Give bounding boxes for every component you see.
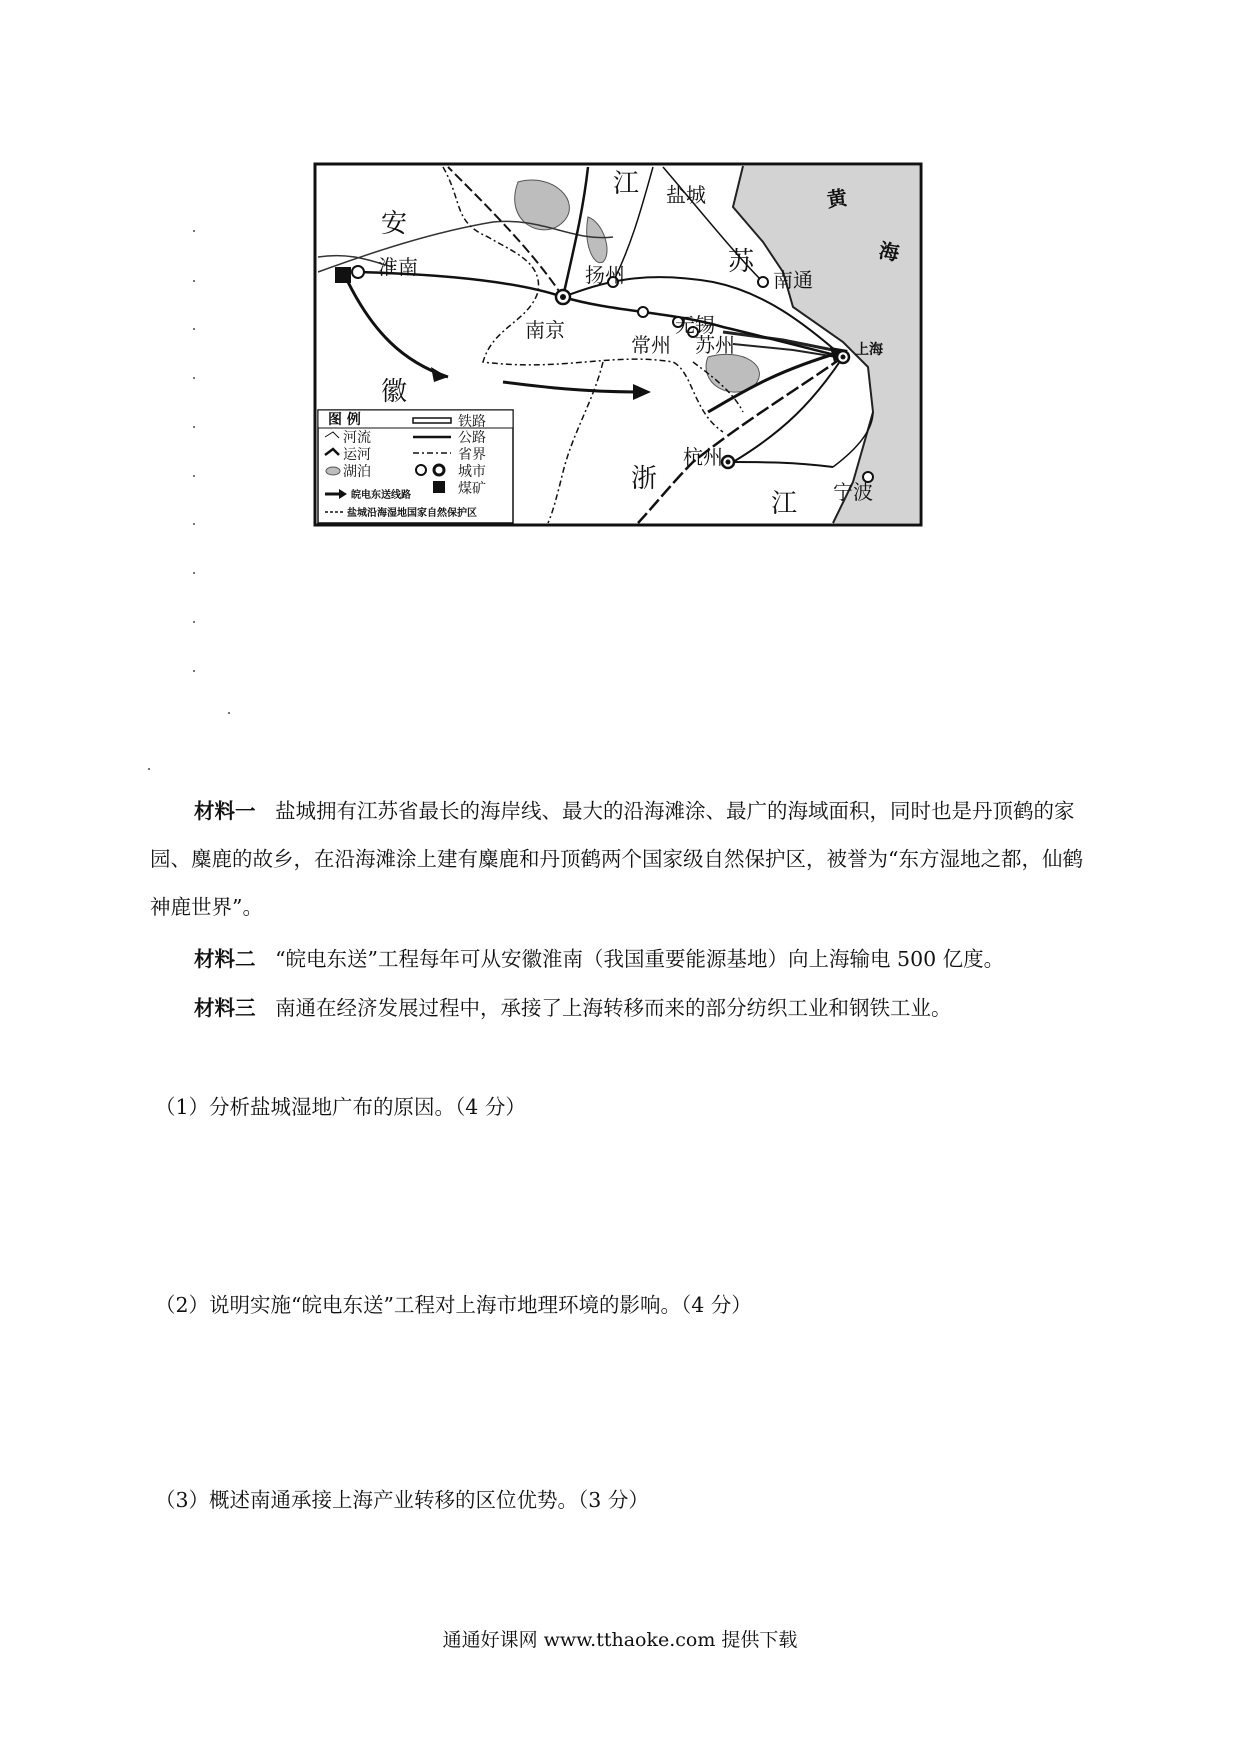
material-3: [150, 984, 1100, 1032]
page-footer: 通通好课网 www.tthaoke.com 提供下载: [442, 1629, 798, 1651]
legend-canal: 运河: [343, 447, 371, 463]
margin-dot: [228, 712, 230, 714]
material-1-label: 材料一: [194, 799, 256, 823]
province-label-an: 安: [381, 209, 408, 239]
margin-dot: [193, 572, 195, 574]
city-label-changzhou: 常州: [631, 333, 671, 357]
material-3-text: 南通在经济发展过程中，承接了上海转移而来的部分纺织工业和钢铁工业。: [275, 996, 952, 1020]
material-2-label: 材料二: [194, 947, 256, 971]
question-3: （3）概述南通承接上海产业转移的区位优势。（3 分）: [155, 1488, 649, 1512]
sea-label-hai: 海: [877, 238, 901, 266]
province-label-zhe: 浙: [631, 464, 658, 494]
margin-dot: [193, 328, 195, 330]
city-label-nantong: 南通: [773, 268, 813, 292]
legend-reserve: 盐城沿海湿地国家自然保护区: [347, 508, 477, 519]
legend-title: 图 例: [328, 412, 361, 428]
margin-dot: [193, 230, 195, 232]
city-label-nanjing: 南京: [525, 318, 565, 342]
province-label-jiang: 江: [613, 169, 640, 199]
map-legend: [318, 410, 513, 523]
city-label-hangzhou: 杭州: [683, 445, 723, 469]
question-2: （2）说明实施“皖电东送”工程对上海市地理环境的影响。（4 分）: [155, 1293, 752, 1317]
province-label-jiang-2: 江: [771, 489, 798, 519]
city-label-yancheng: 盐城: [666, 183, 706, 207]
province-label-hui: 徽: [381, 377, 408, 407]
margin-dot: [193, 621, 195, 623]
material-1: [150, 787, 1100, 931]
legend-coal: 煤矿: [458, 481, 486, 497]
city-label-huainan: 淮南: [378, 255, 418, 279]
margin-dot: [193, 426, 195, 428]
legend-lake: 湖泊: [343, 464, 371, 480]
province-label-su: 苏: [728, 247, 755, 277]
legend-city: 城市: [458, 464, 486, 480]
margin-dot: [193, 475, 195, 477]
margin-dot: [193, 523, 195, 525]
legend-power-line: 皖电东送线路: [351, 490, 411, 501]
city-label-wuxi: 无锡: [675, 313, 715, 337]
legend-railway: 铁路: [458, 414, 486, 430]
sea-label-huang: 黄: [825, 185, 849, 212]
margin-dot: [193, 377, 195, 379]
question-1: （1）分析盐城湿地广布的原因。（4 分）: [155, 1095, 526, 1119]
legend-highway: 公路: [458, 430, 486, 446]
city-label-yangzhou: 扬州: [585, 263, 625, 287]
material-2: [150, 935, 1100, 983]
legend-river: 河流: [343, 430, 371, 446]
city-label-ningbo: 宁波: [833, 480, 873, 504]
city-label-suzhou: 苏州: [695, 333, 735, 357]
margin-dot: [193, 670, 195, 672]
map-figure: [313, 162, 923, 527]
material-1-text: 盐城拥有江苏省最长的海岸线、最大的沿海滩涂、最广的海域面积，同时也是丹顶鹤的家园、麋鹿的故乡，在沿海滩涂上建有麋鹿和丹顶鹤两个国家级自然保护区，被誉为“东方湿地之都，仙鹤神鹿世界”。: [150, 799, 1083, 919]
material-3-label: 材料三: [194, 996, 256, 1020]
margin-dot: [193, 280, 195, 282]
legend-border: 省界: [458, 447, 486, 463]
city-label-shanghai: 上海: [855, 342, 883, 358]
margin-dot: [148, 768, 150, 770]
material-2-text: “皖电东送”工程每年可从安徽淮南（我国重要能源基地）向上海输电 500 亿度。: [275, 947, 1005, 971]
